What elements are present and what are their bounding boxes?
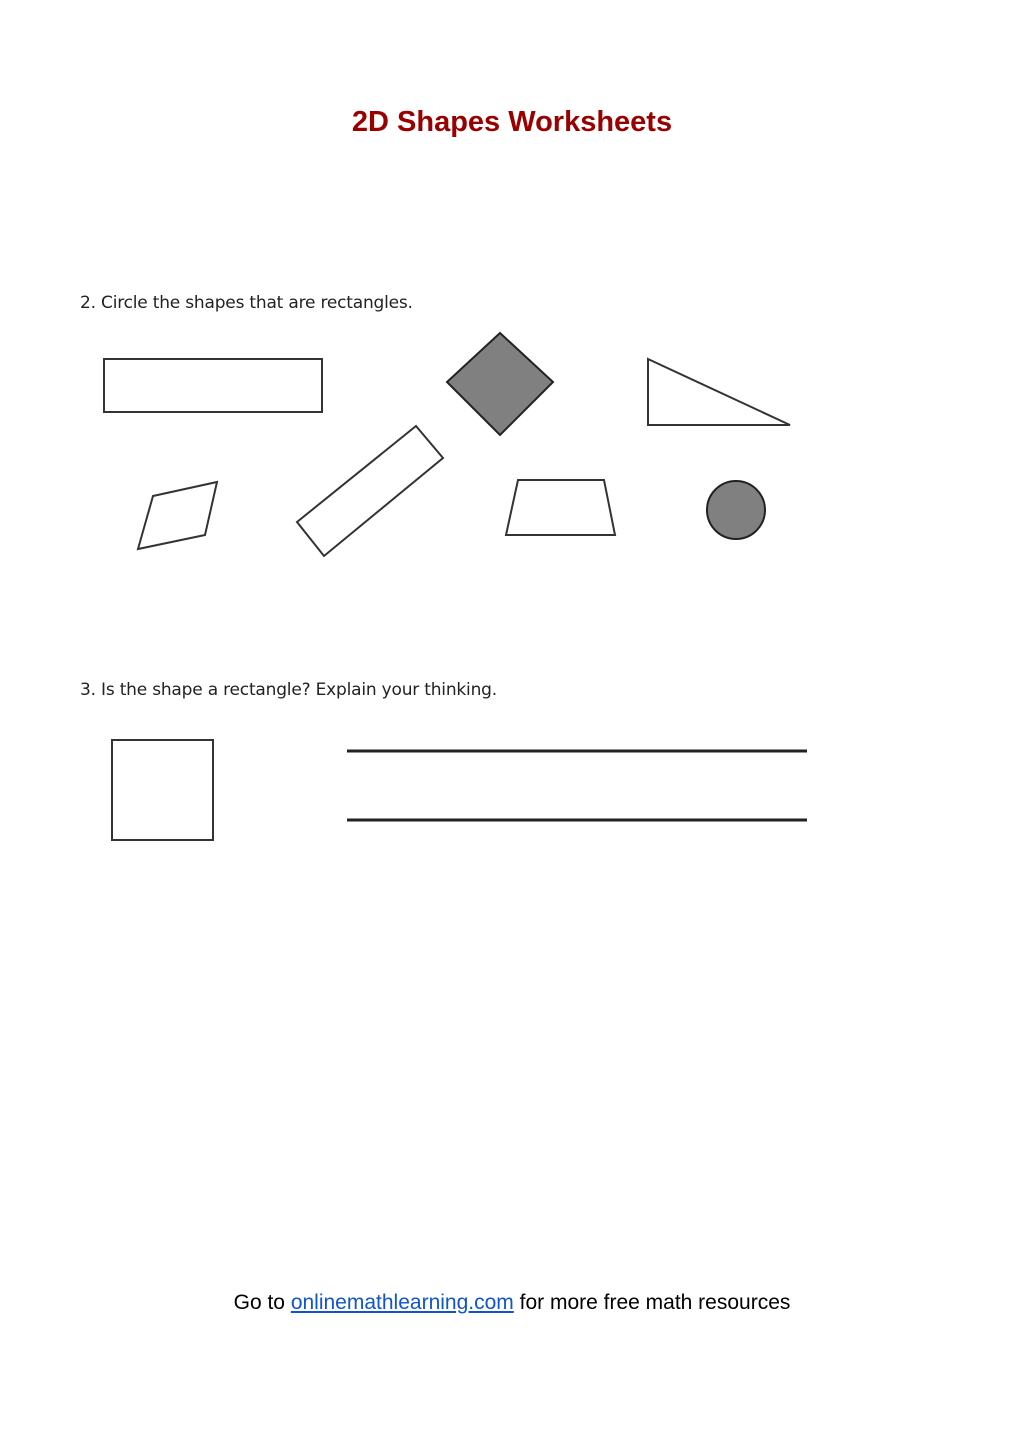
trapezoid-shape [506, 480, 615, 535]
parallelogram-shape [138, 482, 217, 549]
footer-prefix: Go to [233, 1291, 291, 1314]
gray-circle-shape [707, 481, 765, 539]
right-triangle-shape [648, 359, 790, 425]
long-rectangle-shape [104, 359, 322, 412]
gray-diamond-shape [447, 333, 553, 435]
footer-suffix: for more free math resources [513, 1291, 791, 1314]
page-title: 2D Shapes Worksheets [351, 106, 673, 138]
tilted-rectangle-shape [297, 426, 443, 556]
footer-text [0, 1291, 1024, 1315]
question-2-text: 2. Circle the shapes that are rectangles. [80, 293, 413, 313]
square-shape [112, 740, 213, 840]
footer-link[interactable]: onlinemathlearning.com [290, 1291, 514, 1314]
question-3-text: 3. Is the shape a rectangle? Explain your thinking. [80, 680, 497, 700]
